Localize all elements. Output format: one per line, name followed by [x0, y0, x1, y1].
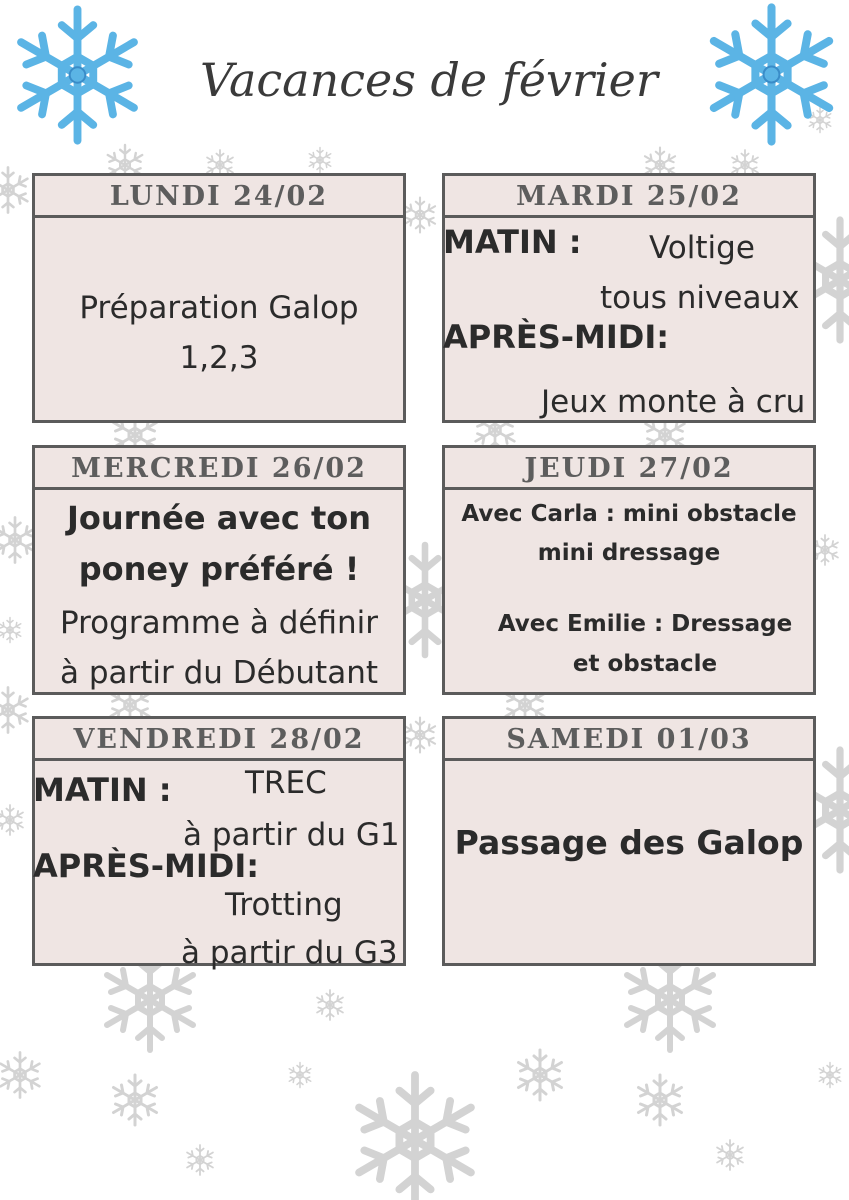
- apres-midi-label: APRÈS-MIDI:: [33, 847, 260, 885]
- activity-line-2: à partir du Débutant: [59, 655, 379, 691]
- activity-line-1: Passage des Galop: [454, 823, 804, 862]
- day-card-jeudi: [442, 445, 816, 695]
- day-header: VENDREDI 28/02: [35, 719, 403, 761]
- snowflake-top-right-icon: [694, 2, 849, 147]
- activity-line-2: 1,2,3: [179, 340, 259, 376]
- activity-line-2: mini dressage: [537, 540, 721, 566]
- day-header: MERCREDI 26/02: [35, 448, 403, 490]
- matin-label: MATIN :: [33, 771, 172, 809]
- highlight-line-1: Journée avec ton: [66, 499, 372, 537]
- highlight-line-2: poney préféré !: [78, 550, 360, 588]
- apres-midi-activity: Jeux monte à cru: [541, 384, 806, 420]
- day-card-samedi: [442, 716, 816, 966]
- activity-line-1: Programme à définir: [59, 605, 379, 641]
- day-card-vendredi: [32, 716, 406, 971]
- matin-activity-line-1: TREC: [245, 765, 327, 801]
- apres-midi-activity-line-2: à partir du G3: [181, 935, 398, 971]
- matin-activity-line-2: tous niveaux: [600, 280, 800, 316]
- day-card-mardi: [442, 173, 816, 423]
- day-header: MARDI 25/02: [445, 176, 813, 218]
- matin-activity-line-1: Voltige: [649, 230, 755, 266]
- activity-line-3: Avec Emilie : Dressage: [497, 611, 793, 637]
- page-title: Vacances de février: [200, 53, 658, 107]
- day-header: LUNDI 24/02: [35, 176, 403, 218]
- matin-label: MATIN :: [443, 223, 582, 261]
- activity-line-4: et obstacle: [572, 651, 718, 677]
- day-card-mercredi: [32, 445, 406, 695]
- matin-activity-line-2: à partir du G1: [183, 817, 400, 853]
- day-header: JEUDI 27/02: [445, 448, 813, 490]
- apres-midi-activity-line-1: Trotting: [225, 887, 343, 923]
- day-header: SAMEDI 01/03: [445, 719, 813, 761]
- day-card-lundi: [32, 173, 406, 423]
- activity-line-1: Avec Carla : mini obstacle: [461, 501, 797, 527]
- apres-midi-label: APRÈS-MIDI:: [443, 318, 670, 356]
- activity-line-1: Préparation Galop: [79, 290, 359, 326]
- snowflake-top-left-icon: [0, 5, 155, 145]
